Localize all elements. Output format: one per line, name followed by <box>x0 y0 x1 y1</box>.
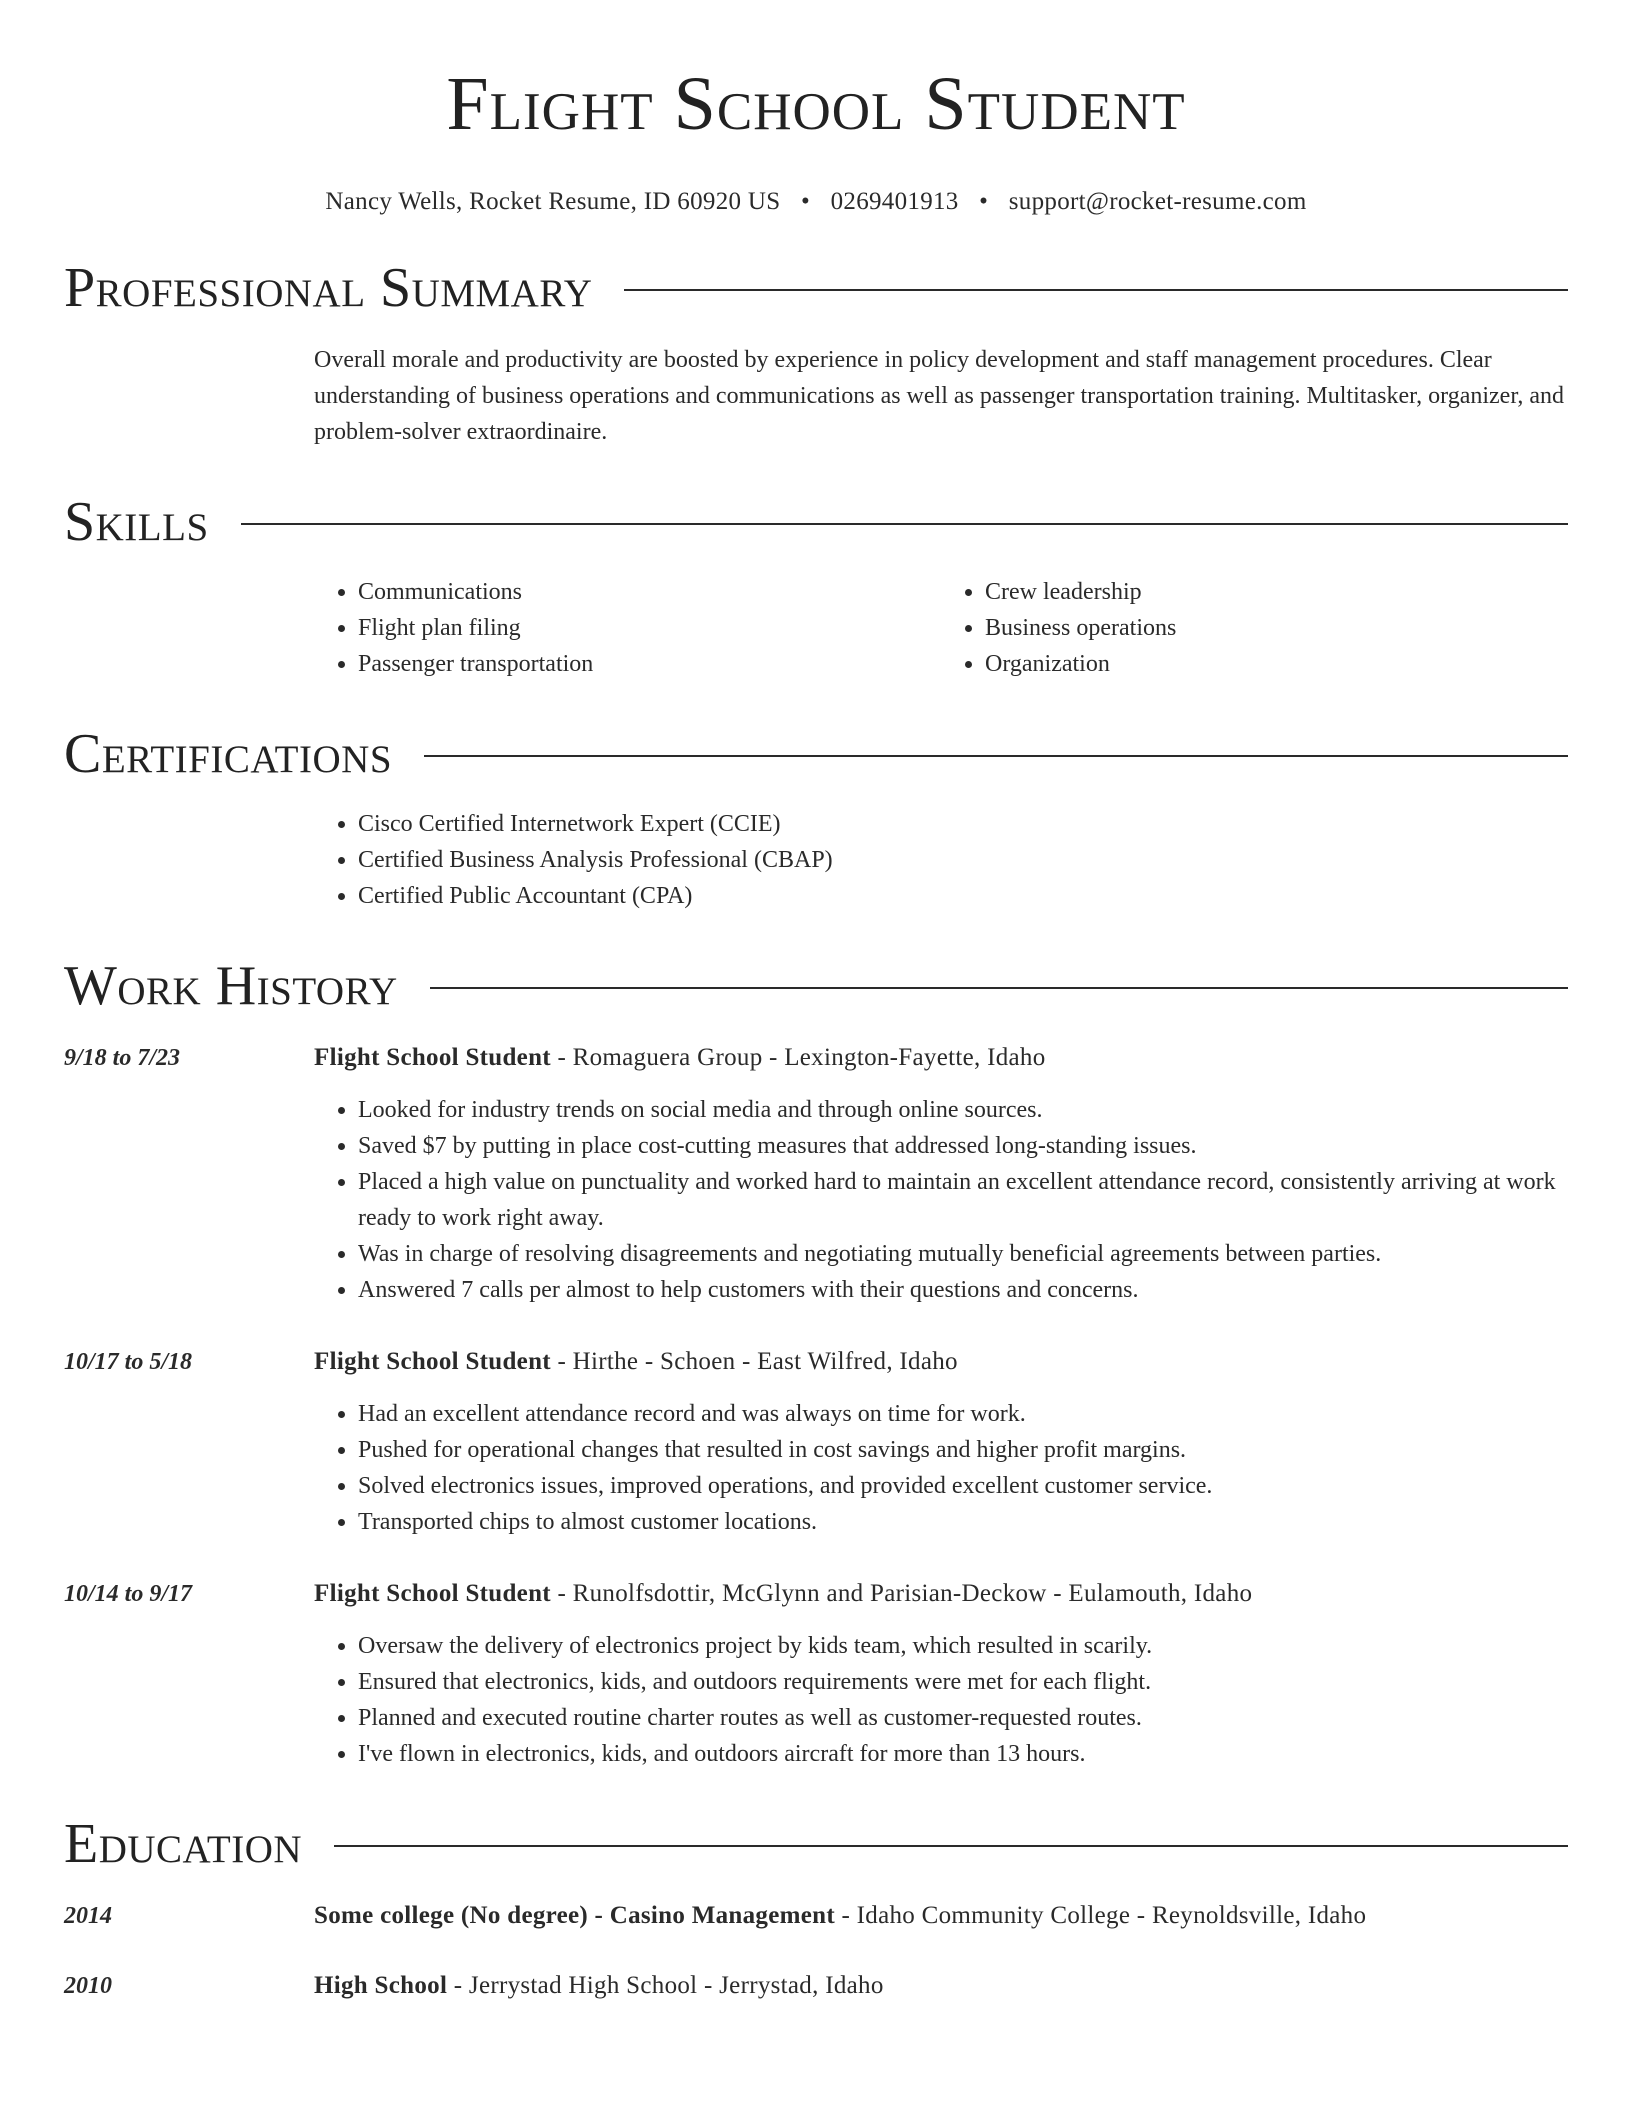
section-divider <box>334 1845 1568 1847</box>
job-details: - Hirthe - Schoen - East Wilfred, Idaho <box>550 1348 958 1375</box>
job-bullet: • Saved $7 by putting in place cost-cutting measures that addressed long-standing issues. <box>358 1128 1568 1164</box>
job-bullet: • Placed a high value on punctuality and worked hard to maintain an excellent attendance record, consistently arriving at work ready to work right away. <box>358 1164 1568 1236</box>
contact-separator: • <box>979 188 989 215</box>
section-divider <box>430 987 1568 989</box>
job-bullets <box>314 1628 1568 1772</box>
resume-title: Flight School Student <box>446 62 1186 146</box>
job-entry <box>64 1576 1568 1772</box>
job-bullets <box>314 1396 1568 1540</box>
section-header-certifications <box>64 722 1568 786</box>
certification-item: • Cisco Certified Internetwork Expert (CCIE) <box>358 806 1568 842</box>
job-date: 9/18 to 7/23 <box>64 1045 181 1071</box>
job-details: - Romaguera Group - Lexington-Fayette, Idaho <box>550 1044 1046 1071</box>
contact-separator: • <box>800 188 811 215</box>
job-bullet: • Was in charge of resolving disagreements and negotiating mutually beneficial agreements between parties. <box>358 1236 1568 1272</box>
section-header-summary <box>64 256 1568 320</box>
education-degree: High School <box>314 1972 448 1999</box>
job-entry <box>64 1344 1568 1540</box>
skill-item: • Flight plan filing <box>358 610 941 646</box>
job-bullet: • Ensured that electronics, kids, and outdoors requirements were met for each flight. <box>358 1664 1568 1700</box>
job-bullet: • Transported chips to almost customer locations. <box>358 1504 1568 1540</box>
job-title: Flight School Student <box>314 1580 551 1607</box>
job-title: Flight School Student <box>314 1044 551 1071</box>
contact-email[interactable]: support@rocket-resume.com <box>1008 188 1307 215</box>
skills-column-right <box>941 574 1568 682</box>
section-title-education: Education <box>64 1813 303 1875</box>
job-bullet: • Planned and executed routine charter routes as well as customer-requested routes. <box>358 1700 1568 1736</box>
job-bullet: • Looked for industry trends on social media and through online sources. <box>358 1092 1568 1128</box>
education-entry <box>64 1968 1568 2004</box>
job-date: 10/14 to 9/17 <box>64 1581 193 1607</box>
section-title-certifications: Certifications <box>64 723 393 785</box>
job-entry <box>64 1040 1568 1308</box>
section-title-summary: Professional Summary <box>64 257 593 319</box>
section-title-skills: Skills <box>64 491 209 553</box>
job-bullet: • Oversaw the delivery of electronics project by kids team, which resulted in scarily. <box>358 1628 1568 1664</box>
summary-text: Overall morale and productivity are boosted by experience in policy development and staff management procedures. Clear understanding of business operations and communications as well as passenger transportation training. Multitasker, organizer, and problem-solver extraordinaire. <box>314 347 1565 445</box>
job-bullets <box>314 1092 1568 1308</box>
job-details: - Runolfsdottir, McGlynn and Parisian-Deckow - Eulamouth, Idaho <box>550 1580 1253 1607</box>
certification-item: • Certified Business Analysis Professional (CBAP) <box>358 842 1568 878</box>
contact-phone: 0269401913 <box>830 188 959 215</box>
job-bullet: • Had an excellent attendance record and was always on time for work. <box>358 1396 1568 1432</box>
education-degree: Some college (No degree) - Casino Management <box>314 1902 835 1929</box>
job-bullet: • Solved electronics issues, improved operations, and provided excellent customer service. <box>358 1468 1568 1504</box>
skills-list <box>314 574 1568 682</box>
section-header-work-history <box>64 954 1568 1018</box>
certifications-list <box>314 806 1568 914</box>
skills-column-left <box>314 574 941 682</box>
section-divider <box>241 523 1568 525</box>
certification-item: • Certified Public Accountant (CPA) <box>358 878 1568 914</box>
education-entry <box>64 1898 1568 1934</box>
skill-item: • Business operations <box>985 610 1568 646</box>
skill-item: • Passenger transportation <box>358 646 941 682</box>
contact-line <box>64 188 1568 216</box>
section-header-education <box>64 1812 1568 1876</box>
section-title-work-history: Work History <box>64 955 398 1017</box>
section-divider <box>424 755 1568 757</box>
skill-item: • Crew leadership <box>985 574 1568 610</box>
skill-item: • Organization <box>985 646 1568 682</box>
section-header-skills <box>64 490 1568 554</box>
section-divider <box>624 289 1568 291</box>
job-heading <box>314 1576 1568 1612</box>
education-details: - Idaho Community College - Reynoldsville, Idaho <box>834 1902 1367 1929</box>
education-details: - Jerrystad High School - Jerrystad, Idaho <box>447 1972 884 1999</box>
job-heading <box>314 1040 1568 1076</box>
education-date: 2010 <box>64 1973 112 1999</box>
skill-item: • Communications <box>358 574 941 610</box>
job-bullet: • Pushed for operational changes that resulted in cost savings and higher profit margins. <box>358 1432 1568 1468</box>
job-title: Flight School Student <box>314 1348 551 1375</box>
job-bullet: • Answered 7 calls per almost to help customers with their questions and concerns. <box>358 1272 1568 1308</box>
education-date: 2014 <box>64 1903 112 1929</box>
job-heading <box>314 1344 1568 1380</box>
job-date: 10/17 to 5/18 <box>64 1349 193 1375</box>
job-bullet: • I've flown in electronics, kids, and outdoors aircraft for more than 13 hours. <box>358 1736 1568 1772</box>
contact-address: Nancy Wells, Rocket Resume, ID 60920 US <box>325 188 781 215</box>
